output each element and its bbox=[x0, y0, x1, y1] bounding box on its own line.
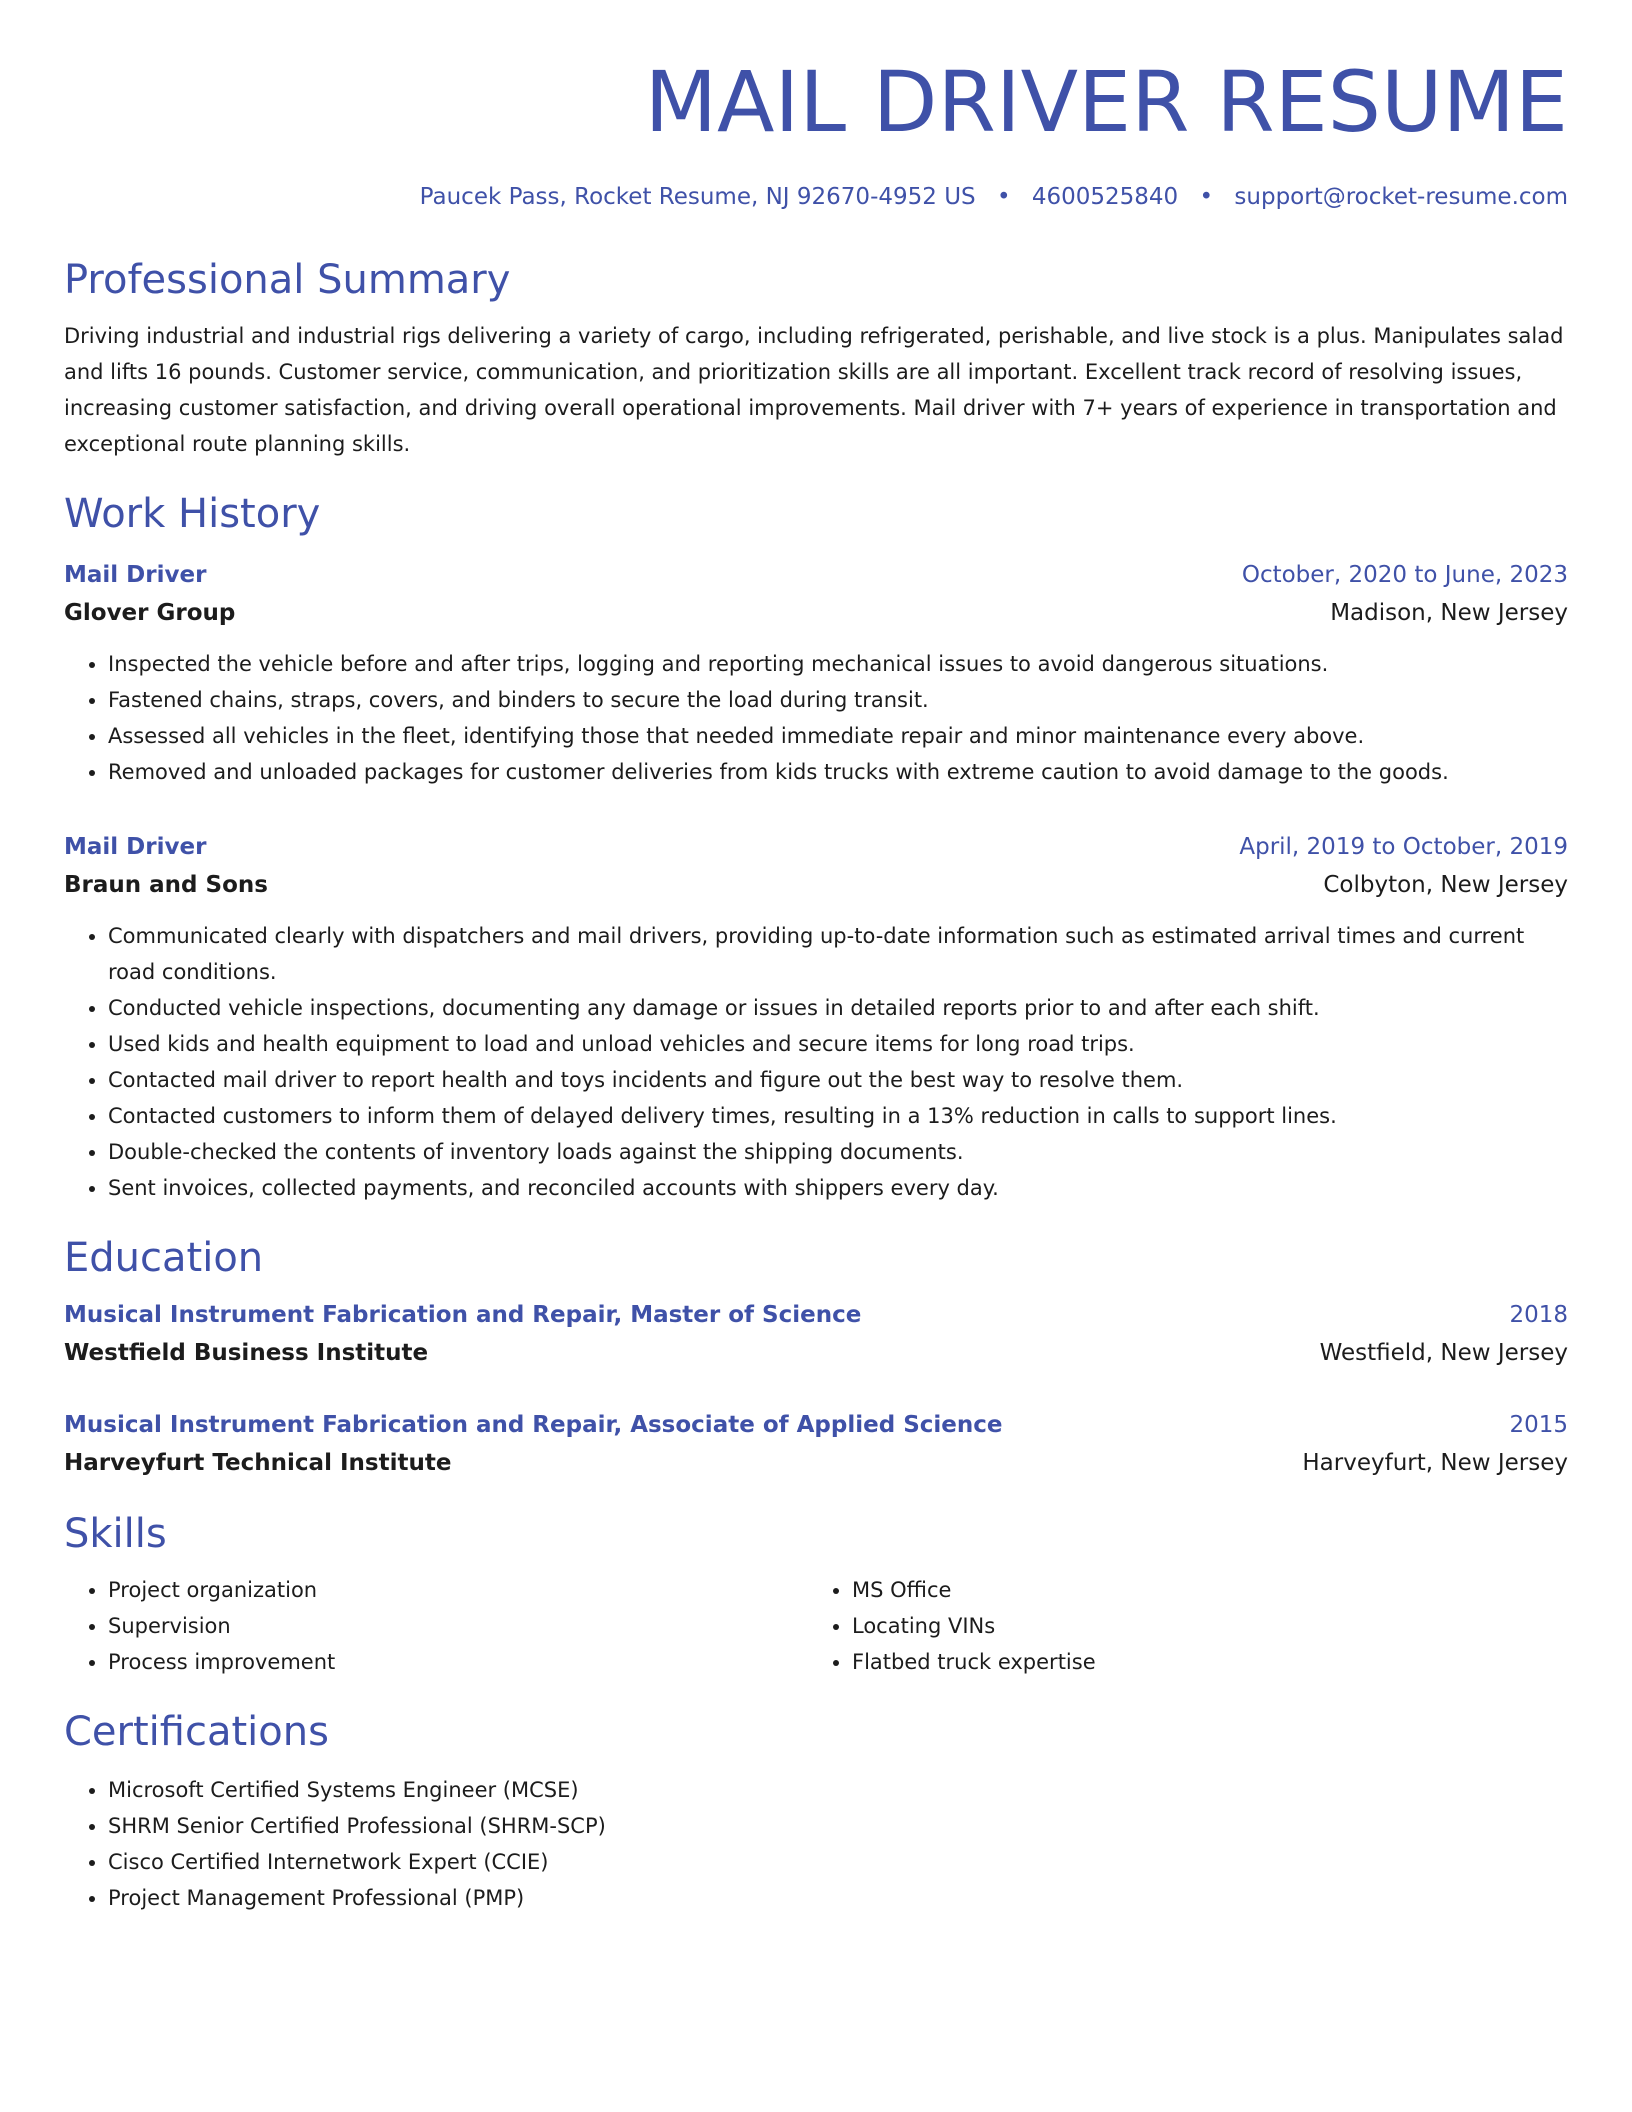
skills-column-left bbox=[64, 1572, 808, 1680]
list-item: • Locating VINs bbox=[852, 1608, 1552, 1644]
contact-separator: • bbox=[996, 184, 1011, 210]
list-item: • Assessed all vehicles in the fleet, identifying those that needed immediate repair and minor maintenance every above. bbox=[108, 718, 1568, 754]
job-location: Madison, New Jersey bbox=[1330, 600, 1568, 626]
job-header bbox=[64, 828, 1568, 866]
list-item: • Supervision bbox=[108, 1608, 808, 1644]
job-entry bbox=[64, 828, 1568, 1206]
certifications-heading: Certifications bbox=[64, 1709, 329, 1755]
list-item: • Sent invoices, collected payments, and reconciled accounts with shippers every day. bbox=[108, 1170, 1568, 1206]
work-history-heading: Work History bbox=[64, 491, 321, 537]
skills-heading: Skills bbox=[64, 1511, 167, 1557]
education-subheader bbox=[64, 1334, 1568, 1372]
list-item: • Removed and unloaded packages for customer deliveries from kids trucks with extreme caution to avoid damage to the goods. bbox=[108, 754, 1568, 790]
job-subheader bbox=[64, 866, 1568, 904]
education-year: 2015 bbox=[1509, 1412, 1568, 1438]
job-dates: October, 2020 to June, 2023 bbox=[1241, 562, 1568, 588]
resume-title: MAIL DRIVER RESUME bbox=[644, 53, 1568, 151]
education-location: Westfield, New Jersey bbox=[1319, 1340, 1568, 1366]
job-header bbox=[64, 556, 1568, 594]
education-school: Westfield Business Institute bbox=[64, 1340, 429, 1366]
job-entry bbox=[64, 556, 1568, 790]
list-item: • Communicated clearly with dispatchers and mail drivers, providing up-to-date information such as estimated arrival times and current road conditions. bbox=[108, 918, 1568, 990]
list-item: • Contacted mail driver to report health and toys incidents and figure out the best way to resolve them. bbox=[108, 1062, 1568, 1098]
education-entry bbox=[64, 1296, 1568, 1372]
resume-page bbox=[64, 52, 1568, 1916]
job-role: Mail Driver bbox=[64, 834, 207, 860]
job-role: Mail Driver bbox=[64, 562, 207, 588]
job-subheader bbox=[64, 594, 1568, 632]
list-item: • Flatbed truck expertise bbox=[852, 1644, 1552, 1680]
education-header bbox=[64, 1296, 1568, 1334]
contact-phone: 4600525840 bbox=[1031, 184, 1179, 210]
education-year: 2018 bbox=[1509, 1302, 1568, 1328]
job-company: Glover Group bbox=[64, 600, 236, 626]
education-entry bbox=[64, 1406, 1568, 1482]
job-bullets bbox=[64, 918, 1568, 1206]
skills-column-right bbox=[808, 1572, 1552, 1680]
list-item: • Double-checked the contents of inventory loads against the shipping documents. bbox=[108, 1134, 1568, 1170]
list-item: • Fastened chains, straps, covers, and binders to secure the load during transit. bbox=[108, 682, 1568, 718]
job-bullets bbox=[64, 646, 1568, 790]
list-item: • Microsoft Certified Systems Engineer (MCSE) bbox=[108, 1772, 1568, 1808]
contact-line bbox=[64, 182, 1568, 212]
list-item: • Conducted vehicle inspections, documenting any damage or issues in detailed reports prior to and after each shift. bbox=[108, 990, 1568, 1026]
list-item: • Cisco Certified Internetwork Expert (CCIE) bbox=[108, 1844, 1568, 1880]
education-degree: Musical Instrument Fabrication and Repair, Master of Science bbox=[64, 1302, 862, 1328]
list-item: • MS Office bbox=[852, 1572, 1552, 1608]
job-dates: April, 2019 to October, 2019 bbox=[1239, 834, 1568, 860]
skills-grid bbox=[64, 1572, 1568, 1680]
list-item: • Project Management Professional (PMP) bbox=[108, 1880, 1568, 1916]
education-school: Harveyfurt Technical Institute bbox=[64, 1450, 452, 1476]
contact-address: Paucek Pass, Rocket Resume, NJ 92670-4952 US bbox=[419, 184, 976, 210]
contact-email: support@rocket-resume.com bbox=[1234, 184, 1568, 210]
education-location: Harveyfurt, New Jersey bbox=[1302, 1450, 1568, 1476]
certifications-list bbox=[64, 1772, 1568, 1916]
job-location: Colbyton, New Jersey bbox=[1323, 872, 1568, 898]
list-item: • SHRM Senior Certified Professional (SHRM-SCP) bbox=[108, 1808, 1568, 1844]
education-heading: Education bbox=[64, 1235, 264, 1281]
education-degree: Musical Instrument Fabrication and Repair, Associate of Applied Science bbox=[64, 1412, 1003, 1438]
list-item: • Used kids and health equipment to load and unload vehicles and secure items for long road trips. bbox=[108, 1026, 1568, 1062]
list-item: • Project organization bbox=[108, 1572, 808, 1608]
list-item: • Inspected the vehicle before and after trips, logging and reporting mechanical issues to avoid dangerous situations. bbox=[108, 646, 1568, 682]
list-item: • Process improvement bbox=[108, 1644, 808, 1680]
job-company: Braun and Sons bbox=[64, 872, 268, 898]
summary-text: Driving industrial and industrial rigs delivering a variety of cargo, including refrigerated, perishable, and live stock is a plus. Manipulates salad and lifts 16 pounds. Customer service, communication, and prioritization skills are all important. Excellent track record of resolving issues, increasing customer satisfaction, and driving overall operational improvements. Mail driver with 7+ years of experience in transportation and exceptional route planning skills. bbox=[64, 324, 1564, 456]
contact-separator: • bbox=[1199, 184, 1214, 210]
education-subheader bbox=[64, 1444, 1568, 1482]
education-header bbox=[64, 1406, 1568, 1444]
list-item: • Contacted customers to inform them of delayed delivery times, resulting in a 13% reduction in calls to support lines. bbox=[108, 1098, 1568, 1134]
summary-heading: Professional Summary bbox=[64, 257, 511, 303]
